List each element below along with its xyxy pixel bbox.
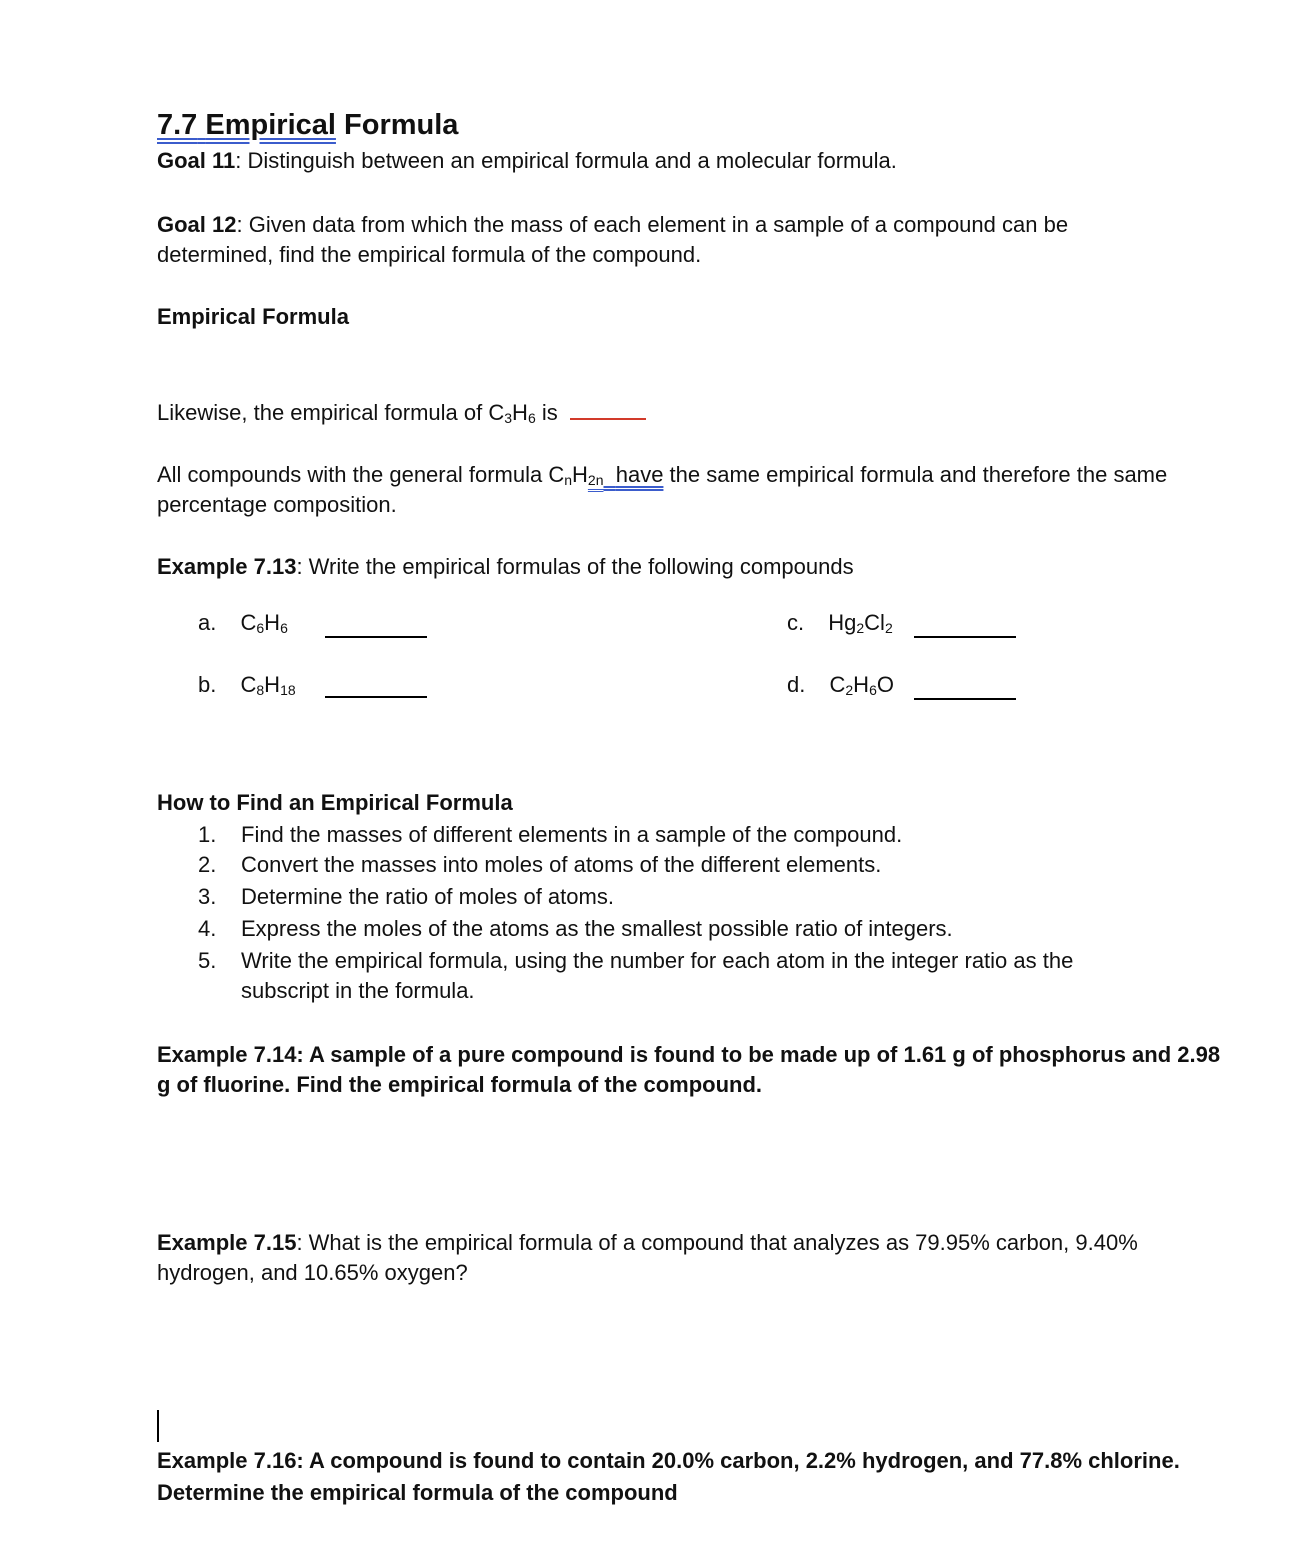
example-7-14-line1: Example 7.14: A sample of a pure compound is found to be made up of 1.61 g of phosphorus and 2.98 — [157, 1042, 1221, 1067]
general-formula-line — [157, 460, 1167, 490]
step-number: 4. — [198, 916, 217, 941]
goal-12 — [157, 210, 1068, 240]
answer-blank-a[interactable] — [325, 614, 427, 638]
answer-blank-d[interactable] — [914, 676, 1016, 700]
answer-blank-c[interactable] — [914, 614, 1016, 638]
item-b-letter: b. — [198, 672, 217, 697]
item-d-letter: d. — [787, 672, 806, 697]
sub-2n: 2n — [587, 472, 604, 488]
answer-blank[interactable] — [570, 396, 646, 420]
example-7-13-text: : Write the empirical formulas of the following compounds — [296, 554, 854, 579]
step-text: Determine the ratio of moles of atoms. — [241, 884, 614, 909]
sub-6: 6 — [527, 410, 536, 426]
example-7-15-label: Example 7.15 — [157, 1230, 297, 1255]
have-word: have — [615, 462, 664, 487]
step-5-line2: subscript in the formula. — [241, 978, 475, 1003]
goal-11 — [157, 146, 897, 176]
likewise-text: Likewise, the empirical formula of C — [157, 400, 505, 425]
goal-12-line2: determined, find the empirical formula of the compound. — [157, 242, 702, 267]
example-7-16-line1: Example 7.16: A compound is found to contain 20.0% carbon, 2.2% hydrogen, and 77.8% chlorine. — [157, 1448, 1180, 1473]
step-text: Find the masses of different elements in a sample of the compound. — [241, 822, 903, 847]
step-text: Write the empirical formula, using the number for each atom in the integer ratio as the — [241, 948, 1074, 973]
item-c-letter: c. — [787, 610, 805, 635]
example-7-15-line2: hydrogen, and 10.65% oxygen? — [157, 1260, 468, 1285]
step-2 — [198, 850, 882, 880]
general-h: H — [572, 462, 588, 487]
example-7-15 — [157, 1228, 1138, 1258]
general-pre: All compounds with the general formula C — [157, 462, 565, 487]
sub-n: n — [564, 472, 573, 488]
example-7-15-line1: : What is the empirical formula of a compound that analyzes as 79.95% carbon, 9.40% — [296, 1230, 1138, 1255]
likewise-line — [157, 396, 646, 428]
general-line2: percentage composition. — [157, 492, 397, 517]
item-a-letter: a. — [198, 610, 217, 635]
goal-11-text: : Distinguish between an empirical formula and a molecular formula. — [235, 148, 897, 173]
step-number: 1. — [198, 822, 217, 847]
item-d-formula: $C_2H_6O$ — [829, 672, 894, 698]
step-text: Express the moles of the atoms as the smallest possible ratio of integers. — [241, 916, 953, 941]
item-d — [787, 670, 894, 700]
example-7-13-label: Example 7.13 — [157, 554, 297, 579]
general-post: the same empirical formula and therefore the same — [663, 462, 1168, 487]
likewise-end: is — [535, 400, 558, 425]
page-title — [157, 108, 458, 142]
item-c — [787, 608, 893, 638]
answer-blank-b[interactable] — [325, 674, 427, 698]
example-7-13 — [157, 552, 854, 582]
step-5 — [198, 946, 1074, 976]
item-b-formula: $C_8H_{18}$ — [240, 672, 296, 698]
item-c-formula: $Hg_2Cl_2$ — [828, 610, 893, 636]
goal-12-label: Goal 12 — [157, 212, 237, 237]
step-text: Convert the masses into moles of atoms of the different elements. — [241, 852, 882, 877]
step-number: 5. — [198, 948, 217, 973]
goal-11-label: Goal 11 — [157, 148, 236, 173]
title-number-and-word: 7.7 Empirical — [157, 109, 336, 141]
sub-3: 3 — [504, 410, 513, 426]
item-a — [198, 608, 288, 638]
example-7-14-line2: g of fluorine. Find the empirical formula of the compound. — [157, 1072, 762, 1097]
text-cursor — [157, 1410, 159, 1442]
step-3 — [198, 882, 614, 912]
step-1 — [198, 820, 903, 850]
likewise-h: H — [512, 400, 528, 425]
step-number: 3. — [198, 884, 217, 909]
section-empirical-formula: Empirical Formula — [157, 304, 349, 329]
how-to-heading: How to Find an Empirical Formula — [157, 790, 513, 815]
step-number: 2. — [198, 852, 217, 877]
item-b — [198, 670, 296, 700]
item-a-formula: $C_6H_6$ — [240, 610, 288, 636]
title-rest: Formula — [344, 109, 459, 141]
step-4 — [198, 914, 953, 944]
example-7-16-line2: Determine the empirical formula of the compound — [157, 1480, 678, 1505]
goal-12-line1: : Given data from which the mass of each element in a sample of a compound can be — [236, 212, 1069, 237]
